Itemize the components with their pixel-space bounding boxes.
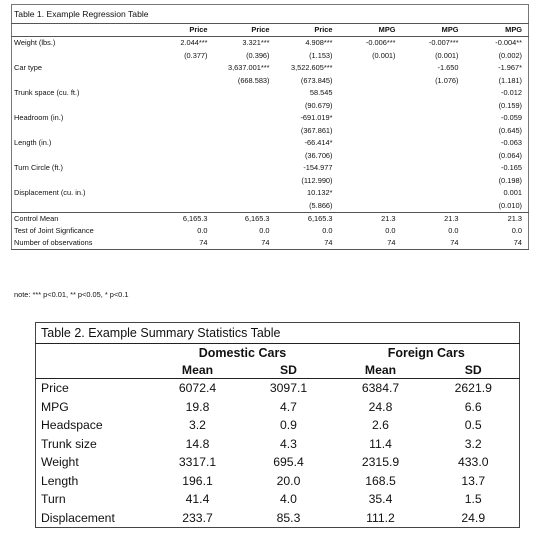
- table1-stat-cell: 21.3: [465, 213, 529, 226]
- table1-se-cell: [152, 74, 214, 87]
- table1-se-label-blank: [12, 49, 152, 62]
- table1-coef-cell: -0.012: [501, 88, 523, 97]
- table1-se-cell: [339, 124, 402, 137]
- table2-value-cell: 1.5: [464, 492, 482, 507]
- table1-se-cell: (0.198): [498, 175, 523, 185]
- table1-se-cell: [214, 174, 276, 187]
- table2-value-cell: 2.6: [372, 418, 389, 433]
- table1-coef-row: [12, 37, 529, 50]
- table1-stat-cell: 0.0: [448, 226, 459, 235]
- table1-coef-cell: 58.545: [309, 88, 333, 97]
- table1-coef-cell: 3,522.605***: [290, 63, 333, 72]
- table1-coef-cell: -0.063: [501, 138, 523, 147]
- table2-group-row: [36, 344, 520, 363]
- table1-coef-row: [12, 112, 529, 124]
- table2-value-cell: 4.0: [280, 492, 297, 507]
- table2-value-cell: 24.8: [368, 399, 393, 414]
- table1-row-label: Weight (lbs.): [14, 38, 56, 47]
- table2-value-cell: 3097.1: [269, 381, 308, 396]
- table1-se-label-blank: [12, 74, 152, 87]
- table1-se-cell: (90.679): [304, 100, 333, 110]
- table2-value-cell: 6.6: [464, 399, 482, 414]
- table1-col-header: Price: [276, 24, 339, 37]
- table2-row: [36, 379, 520, 398]
- table2-value-cell: 24.9: [461, 510, 486, 525]
- table2-row-label: Displacement: [41, 510, 115, 525]
- table2-value-cell: 3317.1: [178, 455, 217, 470]
- table1-stat-row: [12, 237, 529, 250]
- table1-se-cell: (0.159): [498, 100, 523, 110]
- table1-se-cell: [402, 199, 465, 213]
- table1-coef-cell: [152, 162, 214, 174]
- table1-se-label-blank: [12, 124, 152, 137]
- table1-stat-cell: 6,165.3: [152, 213, 214, 226]
- table2-value-cell: 6384.7: [361, 381, 400, 396]
- table2-row-label: Weight: [41, 455, 79, 470]
- table2-value-cell: 19.8: [185, 399, 210, 414]
- table1-se-row: [12, 174, 529, 187]
- table2-value-cell: 233.7: [182, 510, 213, 525]
- table1-se-cell: [339, 149, 402, 162]
- table1-col-header: Price: [152, 24, 214, 37]
- table2-subheader-row: [36, 362, 520, 379]
- table1-stat-cell: 6,165.3: [276, 213, 339, 226]
- table1-stat-label: Number of observations: [12, 237, 152, 250]
- table1-coef-cell: -0.007***: [428, 38, 459, 47]
- table1-coef-cell: [339, 87, 402, 99]
- table1-se-label-blank: [12, 149, 152, 162]
- table2-value-cell: 11.4: [369, 436, 392, 451]
- table1-row-label: Car type: [14, 63, 42, 72]
- table1-coef-cell: 0.001: [503, 188, 523, 197]
- table1-se-label-blank: [12, 99, 152, 112]
- table1-se-row: [12, 124, 529, 137]
- table1-coef-row: [12, 137, 529, 149]
- table1-se-cell: [339, 174, 402, 187]
- table1-se-cell: (1.181): [498, 75, 523, 85]
- table1-se-cell: [152, 174, 214, 187]
- table2-value-cell: 3.2: [464, 436, 482, 451]
- table1-se-cell: (0.396): [246, 50, 270, 60]
- table1-se-cell: [339, 74, 402, 87]
- table1-coef-cell: 2.044***: [180, 38, 208, 47]
- table2-row: [36, 398, 520, 417]
- table1-col-header: Price: [214, 24, 276, 37]
- table1-se-row: [12, 149, 529, 162]
- table1-stat-cell: 0.0: [385, 226, 396, 235]
- table1-stat-label: Test of Joint Signficance: [14, 226, 94, 235]
- table1-se-cell: (5.866): [309, 200, 333, 210]
- table1-se-cell: [339, 99, 402, 112]
- table1-stat-cell: 74: [214, 237, 276, 250]
- table1-header-row: [12, 24, 529, 37]
- table1-coef-cell: [214, 187, 276, 199]
- table2-subheader: Mean: [152, 362, 244, 379]
- table1-coef-cell: [339, 162, 402, 174]
- table1-se-cell: [214, 199, 276, 213]
- table1-row-label: Trunk space (cu. ft.): [14, 88, 80, 97]
- table2-row: [36, 453, 520, 472]
- table1-se-cell: (0.645): [498, 125, 523, 135]
- table1-stat-cell: 21.3: [402, 213, 465, 226]
- table1-se-label-blank: [12, 174, 152, 187]
- table1-stat-row: [12, 225, 529, 237]
- table1-stat-cell: 0.0: [197, 226, 208, 235]
- table2-value-cell: 14.8: [185, 436, 210, 451]
- table1-se-cell: (0.064): [498, 150, 523, 160]
- table2-row-label: MPG: [41, 399, 69, 414]
- table1-se-row: [12, 199, 529, 213]
- table1-coef-cell: [402, 187, 465, 199]
- table1-col-header: MPG: [339, 24, 402, 37]
- table1-se-cell: [214, 99, 276, 112]
- table1-se-cell: [402, 149, 465, 162]
- table2-value-cell: 41.4: [185, 492, 210, 507]
- table1-stat-cell: 6,165.3: [214, 213, 276, 226]
- table1-stat-cell: 74: [465, 237, 529, 250]
- table1-coef-cell: [152, 112, 214, 124]
- table1-se-cell: [152, 199, 214, 213]
- table2-value-cell: 4.7: [280, 399, 297, 414]
- table1-coef-cell: [214, 87, 276, 99]
- table1-row-label: Headroom (in.): [14, 113, 64, 122]
- table1-se-row: [12, 49, 529, 62]
- table1-se-cell: (367.861): [300, 125, 333, 135]
- table1-stat-label: Control Mean: [12, 213, 152, 226]
- table1-coef-cell: -0.165: [501, 163, 523, 172]
- table1-se-cell: (0.377): [184, 50, 208, 60]
- table2-row-label: Trunk size: [41, 436, 97, 451]
- table1-stat-cell: 0.0: [322, 226, 333, 235]
- table1-coef-cell: -0.059: [501, 113, 523, 122]
- table1-se-cell: (1.153): [309, 50, 333, 60]
- table1-stat-cell: 74: [402, 237, 465, 250]
- table1-coef-cell: [214, 137, 276, 149]
- table2-value-cell: 0.5: [464, 418, 482, 433]
- table2-value-cell: 35.4: [368, 492, 393, 507]
- table1-coef-row: [12, 62, 529, 74]
- table2-title: Table 2. Example Summary Statistics Table: [36, 323, 520, 344]
- table1-coef-cell: -1.967*: [498, 63, 523, 72]
- table2-value-cell: 13.7: [461, 473, 486, 488]
- table1-se-cell: [214, 149, 276, 162]
- table1-stat-cell: 0.0: [259, 226, 270, 235]
- table2-value-cell: 4.3: [280, 436, 297, 451]
- table1-coef-cell: [152, 87, 214, 99]
- table1-stat-cell: 74: [339, 237, 402, 250]
- table1-coef-cell: [339, 112, 402, 124]
- table1-coef-cell: [152, 62, 214, 74]
- table1-coef-cell: 10.132*: [307, 188, 333, 197]
- table2-row: [36, 509, 520, 528]
- table1-col-header: MPG: [465, 24, 529, 37]
- table1-se-cell: [152, 124, 214, 137]
- table2-subheader: Mean: [334, 362, 428, 379]
- table1-coef-cell: 4.908***: [305, 38, 333, 47]
- summary-statistics-table: [35, 322, 520, 528]
- table1-coef-cell: 3.321***: [242, 38, 270, 47]
- table1-coef-row: [12, 87, 529, 99]
- table1-stat-cell: 74: [152, 237, 214, 250]
- table1-coef-cell: [214, 112, 276, 124]
- table1-coef-cell: [214, 162, 276, 174]
- table1-coef-cell: [402, 162, 465, 174]
- table2-value-cell: 6072.4: [178, 381, 217, 396]
- table2-value-cell: 2315.9: [361, 455, 400, 470]
- table1-coef-cell: [152, 137, 214, 149]
- table2-value-cell: 111.2: [366, 510, 395, 525]
- table2-row-label: Length: [41, 473, 79, 488]
- table1-se-cell: (673.845): [300, 75, 333, 85]
- table1-coef-cell: -1.650: [437, 63, 459, 72]
- table2-sub-blank: [36, 362, 152, 379]
- table1-se-row: [12, 74, 529, 87]
- table1-stat-cell: 74: [276, 237, 339, 250]
- table2-row-label: Turn: [41, 492, 66, 507]
- table1-coef-cell: -0.006***: [365, 38, 396, 47]
- regression-table: [11, 4, 529, 250]
- table2-group-header: Domestic Cars: [198, 346, 287, 360]
- table2-group-header: Foreign Cars: [387, 346, 465, 360]
- table1-coef-cell: [339, 62, 402, 74]
- table1-stat-cell: 21.3: [339, 213, 402, 226]
- table2-group-blank: [36, 344, 152, 363]
- table2-row: [36, 416, 520, 435]
- table1-se-cell: (1.076): [435, 75, 459, 85]
- table1-se-label-blank: [12, 199, 152, 213]
- table2-value-cell: 433.0: [458, 455, 489, 470]
- table1-coef-cell: [402, 137, 465, 149]
- table1-se-cell: [152, 99, 214, 112]
- table1-coef-cell: -691.019*: [300, 113, 333, 122]
- table1-se-cell: (0.001): [372, 50, 396, 60]
- table1-se-cell: (668.583): [237, 75, 270, 85]
- table1-se-cell: (0.010): [498, 200, 523, 210]
- table2-value-cell: 196.1: [182, 473, 213, 488]
- table2-value-cell: 2621.9: [454, 381, 492, 396]
- table1-se-cell: [402, 124, 465, 137]
- table1-coef-cell: [402, 112, 465, 124]
- table1-coef-cell: [402, 87, 465, 99]
- table1-se-cell: (0.001): [435, 50, 459, 60]
- table1-note: note: *** p<0.01, ** p<0.05, * p<0.1: [14, 290, 129, 299]
- table1-header-blank: [12, 24, 152, 37]
- table2-value-cell: 20.0: [276, 473, 301, 488]
- table1-coef-cell: [339, 137, 402, 149]
- table1-se-cell: [339, 199, 402, 213]
- table2-row-label: Headspace: [41, 418, 103, 433]
- table2-value-cell: 168.5: [365, 473, 396, 488]
- table2-row: [36, 435, 520, 454]
- table1-se-cell: [214, 124, 276, 137]
- table1-se-cell: [402, 99, 465, 112]
- table1-coef-cell: [339, 187, 402, 199]
- table2-row: [36, 490, 520, 509]
- table1-col-header: MPG: [402, 24, 465, 37]
- table1-coef-row: [12, 162, 529, 174]
- table1-se-cell: (36.706): [304, 150, 333, 160]
- table1-row-label: Displacement (cu. in.): [14, 188, 86, 197]
- table2-value-cell: 695.4: [273, 455, 304, 470]
- table1-se-row: [12, 99, 529, 112]
- table1-row-label: Turn Circle (ft.): [14, 163, 63, 172]
- table1-coef-cell: -0.004**: [495, 38, 523, 47]
- table1-coef-row: [12, 187, 529, 199]
- table1-title: Table 1. Example Regression Table: [12, 5, 529, 24]
- table1-se-cell: [152, 149, 214, 162]
- table1-coef-cell: -154.977: [303, 163, 333, 172]
- table2-value-cell: 0.9: [280, 418, 297, 433]
- table2-value-cell: 3.2: [189, 418, 206, 433]
- table1-stat-cell: 0.0: [511, 226, 523, 235]
- table1-coef-cell: 3,637.001***: [227, 63, 270, 72]
- table2-row-label: Price: [41, 381, 69, 396]
- table2-subheader: SD: [428, 362, 520, 379]
- table2-row: [36, 472, 520, 491]
- table1-stat-row: [12, 213, 529, 226]
- table2-subheader: SD: [244, 362, 334, 379]
- table1-se-cell: [402, 174, 465, 187]
- table2-value-cell: 85.3: [276, 510, 301, 525]
- table1-row-label: Length (in.): [14, 138, 52, 147]
- table1-coef-cell: -66.414*: [304, 138, 333, 147]
- table1-coef-cell: [152, 187, 214, 199]
- table1-se-cell: (112.990): [301, 175, 333, 185]
- table1-se-cell: (0.002): [498, 50, 523, 60]
